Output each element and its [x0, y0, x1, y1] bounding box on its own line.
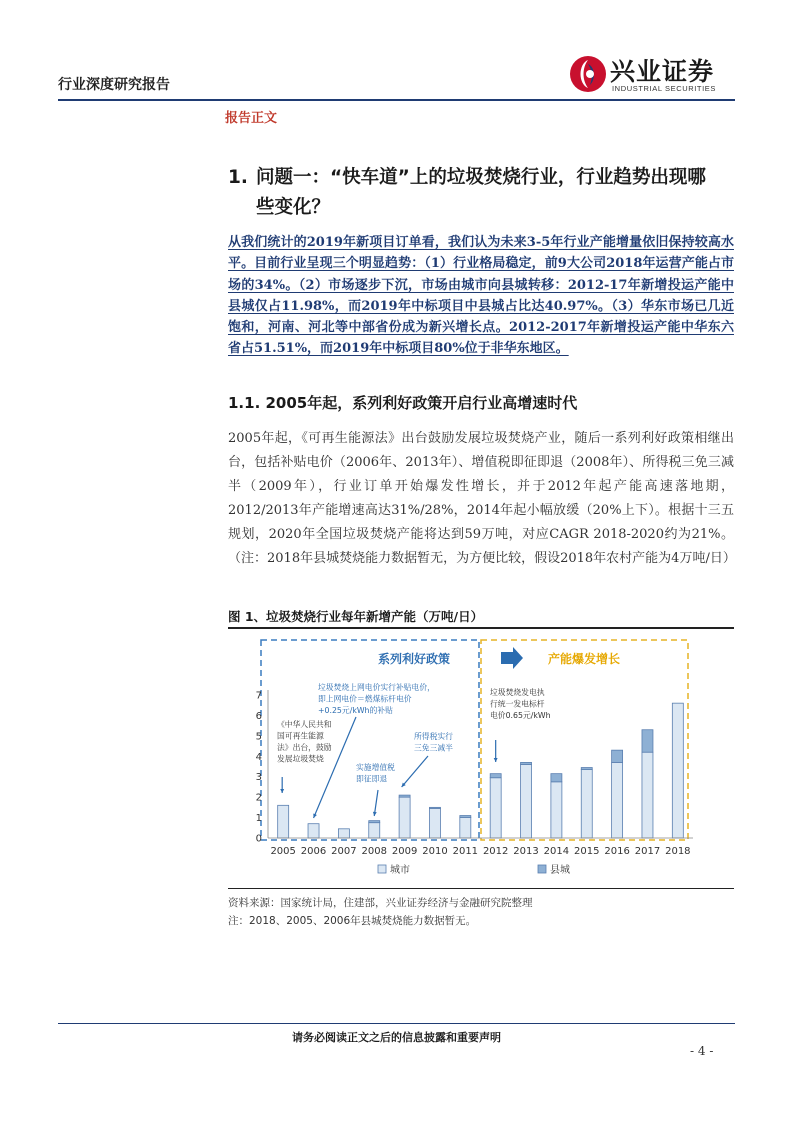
bar-county-2010	[429, 807, 440, 808]
annotation-2012	[490, 687, 551, 762]
bar-city-2012	[490, 778, 501, 838]
heading-2: 1.1. 2005年起，系列利好政策开启行业高增速时代	[228, 394, 578, 412]
header-divider	[58, 99, 735, 101]
logo-english-name: INDUSTRIAL SECURITIES	[612, 84, 717, 93]
bar-city-2005	[278, 805, 289, 838]
y-tick-label: 2	[255, 792, 262, 804]
growth-period-label: 产能爆发增长	[548, 652, 621, 666]
heading-1	[228, 163, 733, 223]
annotation-text: 所得税实行	[414, 732, 453, 741]
y-tick-label: 0	[255, 833, 262, 845]
bar-city-2016	[612, 762, 623, 838]
y-tick-label: 4	[255, 751, 262, 763]
figure-note-text: 注：2018、2005、2006年县城焚烧能力数据暂无。	[228, 915, 477, 927]
body-paragraph: 2005年起，《可再生能源法》出台鼓励发展垃圾焚烧产业，随后一系列利好政策相继出台，包括补贴电价（2006年、2013年）、增值税即征即退（2008年）、所得税三免三减半（2009年），行业订单开始爆发性增长，并于2012年起产能高速落地期，2012/2013年产能增速高达31%/28%，2014年起小幅放缓（20%上下）。根据十三五规划，2020年全国垃圾焚烧产能将达到59万吨，对应CAGR 2018-2020约为21%。（注：2018年县城焚烧能力数据暂无，为方便比较，假设2018年农村产能为4万吨/日）	[228, 431, 736, 566]
bar-county-2008	[369, 821, 380, 823]
bar-city-2011	[460, 818, 471, 838]
annotation-text: 《中华人民共和	[277, 720, 332, 729]
annotation-2005	[277, 719, 332, 793]
bar-city-2017	[642, 752, 653, 838]
bar-city-2006	[308, 824, 319, 838]
annotation-text: 法》出台，鼓励	[277, 743, 332, 752]
legend-city-label: 城市	[390, 865, 410, 876]
annotation-text: 即征即退	[356, 774, 388, 784]
heading-1-line2: 些变化？	[256, 197, 331, 218]
y-tick-label: 6	[255, 710, 262, 722]
figure-bottom-rule	[228, 888, 734, 889]
annotation-text: 发展垃圾焚烧	[277, 754, 324, 764]
bar-city-2007	[338, 829, 349, 838]
y-tick-label: 7	[255, 690, 262, 702]
annotation-arrow-line	[402, 756, 428, 787]
x-tick-label-2009: 2009	[391, 846, 418, 857]
heading-1-line1: 问题一：“快车道”上的垃圾焚烧行业，行业趋势出现哪	[256, 167, 706, 188]
y-tick-label: 5	[255, 731, 262, 743]
annotation-arrowhead-icon	[494, 758, 498, 762]
x-tick-label-2017: 2017	[634, 846, 661, 857]
x-tick-label-2018: 2018	[665, 846, 691, 857]
x-tick-label-2008: 2008	[361, 846, 387, 857]
summary-paragraph	[228, 232, 734, 360]
footer-disclaimer: 请务必阅读正文之后的信息披露和重要声明	[292, 1031, 501, 1044]
y-tick-label: 1	[255, 813, 262, 825]
bar-city-2018	[672, 703, 683, 838]
policy-period-label: 系列利好政策	[378, 652, 451, 666]
y-axis	[256, 690, 268, 845]
x-tick-label-2011: 2011	[452, 846, 479, 857]
annotation-text: 电价0.65元/kWh	[490, 711, 551, 720]
annotation-text: +0.25元/kWh的补贴	[318, 706, 393, 715]
company-logo	[568, 52, 738, 98]
annotations-group	[277, 682, 551, 818]
logo-chinese-name: 兴业证券	[610, 57, 715, 86]
annotation-text: 实施增值税	[356, 763, 395, 772]
x-tick-label-2007: 2007	[331, 846, 357, 857]
report-type-label: 行业深度研究报告	[58, 77, 170, 93]
figure-source	[228, 894, 533, 930]
legend-county-swatch	[538, 865, 546, 873]
x-tick-label-2014: 2014	[543, 846, 570, 857]
x-tick-label-2006: 2006	[300, 846, 327, 857]
x-tick-label-2015: 2015	[574, 846, 600, 857]
x-tick-label-2010: 2010	[422, 846, 448, 857]
annotation-text: 国可再生能源	[277, 731, 324, 741]
x-tick-label-2012: 2012	[482, 846, 509, 857]
bar-city-2008	[369, 823, 380, 838]
annotation-2009	[402, 731, 454, 787]
legend-city-swatch	[378, 865, 386, 873]
bar-county-2017	[642, 730, 653, 752]
bar-city-2009	[399, 797, 410, 838]
bar-county-2009	[399, 795, 410, 797]
annotation-2008	[356, 762, 395, 816]
annotation-arrowhead-icon	[280, 789, 284, 793]
bar-county-2013	[521, 762, 532, 764]
x-axis	[268, 838, 693, 857]
figure-source-text: 资料来源：国家统计局，住建部，兴业证券经济与金融研究院整理	[228, 897, 533, 909]
logo-emblem-icon	[568, 54, 608, 94]
annotation-text: 即上网电价＝燃煤标杆电价	[318, 694, 412, 704]
annotation-text: 行统一发电标杆	[490, 699, 545, 709]
capacity-bar-chart	[228, 630, 734, 885]
bar-city-2014	[551, 782, 562, 838]
y-tick-label: 3	[255, 772, 262, 784]
section-label: 报告正文	[225, 111, 278, 126]
x-tick-label-2013: 2013	[513, 846, 539, 857]
summary-text: 从我们统计的2019年新项目订单看，我们认为未来3-5年行业产能增量依旧保持较高水平。目前行业呈现三个明显趋势：（1）行业格局稳定，前9大公司2018年运营产能占市场的34%。（2）市场逐步下沉，市场由城市向县城转移：2012-17年新增投运产能中县城仅占11.98%，而2019年中标项目中县城占比达40.97%。（3）华东市场已几近饱和，河南、河北等中部省份成为新兴增长点。2012-2017年新增投运产能中华东六省占51.51%，而2019年中标项目80%位于非华东地区。	[228, 235, 734, 357]
footer-divider	[58, 1023, 735, 1024]
figure-title: 图 1、垃圾焚烧行业每年新增产能（万吨/日）	[228, 609, 484, 624]
legend-county-label: 县城	[550, 865, 570, 876]
arrow-right-icon	[501, 647, 523, 669]
annotation-text: 垃圾焚烧上网电价实行补贴电价，	[318, 683, 435, 692]
bar-city-2015	[581, 770, 592, 838]
bar-county-2016	[612, 750, 623, 762]
bar-county-2015	[581, 768, 592, 770]
bar-county-2012	[490, 774, 501, 778]
annotation-text: 垃圾焚烧发电执	[490, 688, 545, 697]
bar-county-2014	[551, 774, 562, 782]
page-number: - 4 -	[690, 1044, 714, 1058]
x-tick-label-2005: 2005	[270, 846, 296, 857]
heading-1-number: 1.	[228, 167, 248, 188]
bar-county-2011	[460, 816, 471, 818]
figure-top-rule	[228, 627, 734, 629]
bar-city-2010	[429, 808, 440, 838]
x-tick-label-2016: 2016	[604, 846, 630, 857]
annotation-text: 三免三减半	[414, 743, 453, 753]
bar-city-2013	[521, 764, 532, 838]
